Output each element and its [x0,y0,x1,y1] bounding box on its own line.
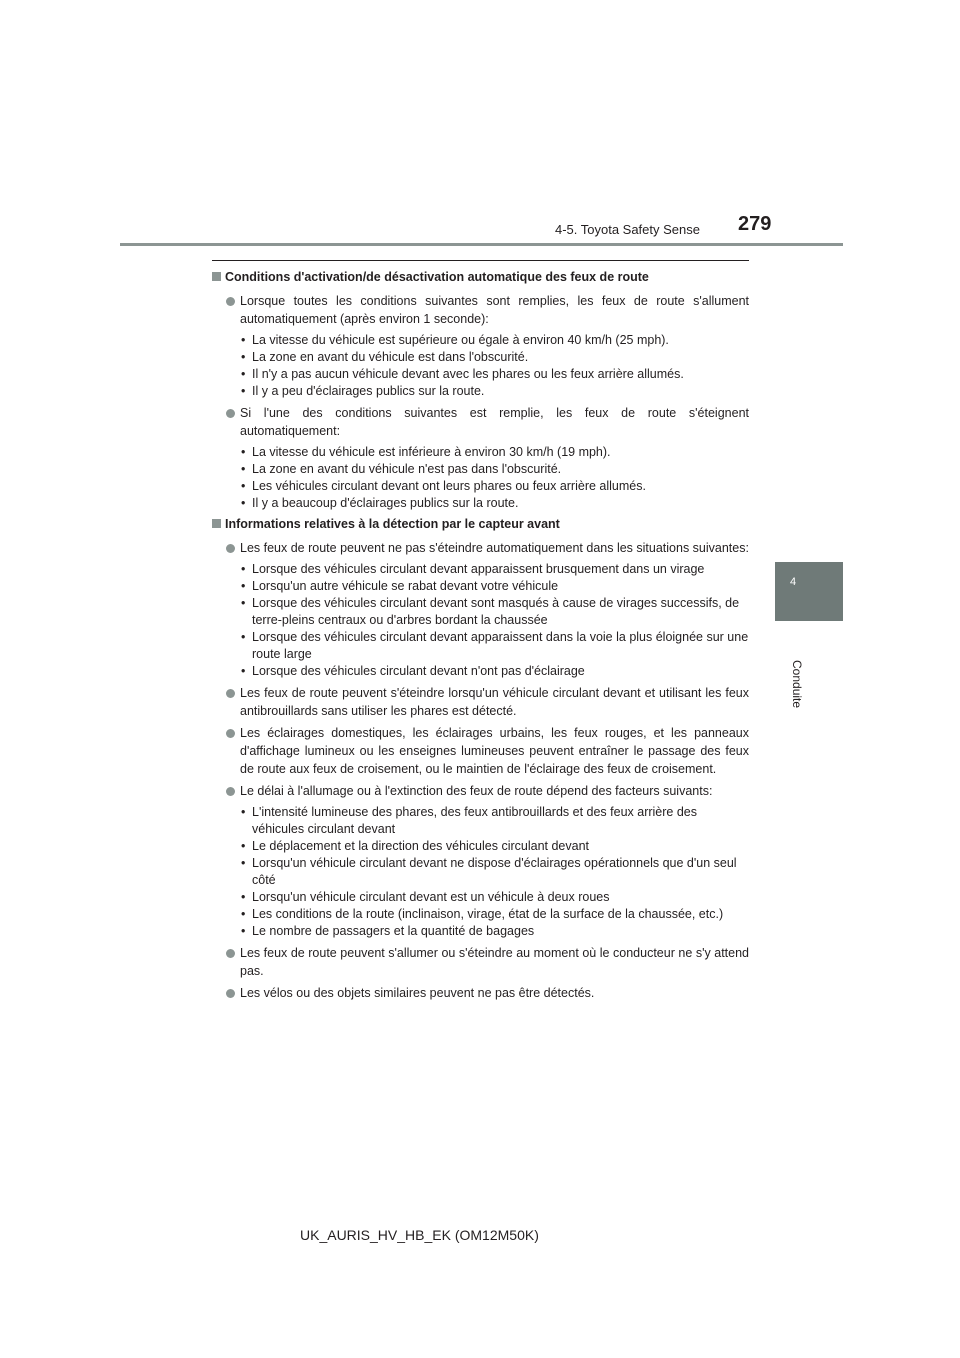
sub-item-text: Il y a peu d'éclairages publics sur la route. [252,384,485,398]
sub-item [212,366,749,383]
dot-marker-icon: • [241,924,246,938]
sub-item [212,495,749,512]
dot-marker-icon: • [241,907,246,921]
sub-item-text: Lorsque des véhicules circulant devant apparaissent dans la voie la plus éloignée sur une route large [252,630,749,661]
dot-marker-icon: • [241,856,246,870]
section-heading [212,516,749,533]
bullet-text: Les éclairages domestiques, les éclairages urbains, les feux rouges, et les panneaux d'affichage lumineux ou les enseignes lumineuses peuvent entraîner le passage des feux de route aux feux de croisement, ou le maintien de l'éclairage des feux de croisement. [240,726,749,776]
sub-item [212,838,749,855]
sub-item-text: L'intensité lumineuse des phares, des feux antibrouillards et des feux arrière des véhicules circulant devant [252,805,698,836]
round-bullet-icon [226,544,235,553]
sub-item-text: Lorsque des véhicules circulant devant n'ont pas d'éclairage [252,664,585,678]
dot-marker-icon: • [241,462,246,476]
sub-item [212,804,749,838]
sub-item [212,561,749,578]
round-bullet-icon [226,729,235,738]
chapter-tab [775,562,843,621]
bullet-text: Le délai à l'allumage ou à l'extinction des feux de route dépend des facteurs suivants: [240,784,713,798]
sub-item-list [212,561,749,680]
bullet-paragraph [212,539,749,557]
section-heading [212,269,749,286]
dot-marker-icon: • [241,367,246,381]
bullet-paragraph [212,404,749,440]
dot-marker-icon: • [241,890,246,904]
sub-item [212,923,749,940]
page-number: 279 [738,213,772,235]
sub-item-text: La vitesse du véhicule est inférieure à environ 30 km/h (19 mph). [252,445,611,459]
sub-item [212,444,749,461]
sub-item-text: Les véhicules circulant devant ont leurs phares ou feux arrière allumés. [252,479,646,493]
bullet-text: Les vélos ou des objets similaires peuvent ne pas être détectés. [240,986,595,1000]
sub-item [212,478,749,495]
sub-item-text: Il n'y a pas aucun véhicule devant avec les phares ou les feux arrière allumés. [252,367,684,381]
bullet-text: Les feux de route peuvent s'éteindre lorsqu'un véhicule circulant devant et utilisant les feux antibrouillards sans utiliser les phares est détecté. [240,686,749,718]
square-bullet-icon [212,519,221,528]
round-bullet-icon [226,297,235,306]
sub-item-list [212,332,749,400]
sub-item-text: La vitesse du véhicule est supérieure ou égale à environ 40 km/h (25 mph). [252,333,669,347]
dot-marker-icon: • [241,350,246,364]
sub-item [212,889,749,906]
sub-item-text: Les conditions de la route (inclinaison, virage, état de la surface de la chaussée, etc.) [252,907,724,921]
sub-item-text: Lorsqu'un autre véhicule se rabat devant votre véhicule [252,579,559,593]
main-content [212,260,749,1006]
bullet-text: Lorsque toutes les conditions suivantes sont remplies, les feux de route s'allument automatiquement (après environ 1 seconde): [240,294,749,326]
sub-item-text: Le nombre de passagers et la quantité de bagages [252,924,535,938]
section [212,516,749,1002]
bullet-paragraph [212,984,749,1002]
bullet-paragraph [212,684,749,720]
bullet-text: Si l'une des conditions suivantes est remplie, les feux de route s'éteignent automatiquement: [240,406,749,438]
round-bullet-icon [226,787,235,796]
sub-item [212,383,749,400]
sub-item-text: Lorsque des véhicules circulant devant sont masqués à cause de virages successifs, de terre-pleins centraux ou d'arbres bordant la chaussée [252,596,740,627]
sub-item-list [212,804,749,940]
round-bullet-icon [226,989,235,998]
dot-marker-icon: • [241,805,246,819]
sub-item-text: Il y a beaucoup d'éclairages publics sur la route. [252,496,519,510]
square-bullet-icon [212,272,221,281]
dot-marker-icon: • [241,562,246,576]
sub-item [212,906,749,923]
bullet-paragraph [212,782,749,800]
header-divider [120,243,843,246]
sub-item [212,461,749,478]
chapter-tab-number: 4 [790,576,797,588]
sub-item [212,663,749,680]
bullet-text: Les feux de route peuvent ne pas s'éteindre automatiquement dans les situations suivantes: [240,541,749,555]
footer-manual-code: UK_AURIS_HV_HB_EK (OM12M50K) [300,1227,539,1243]
sub-item-text: Lorsqu'un véhicule circulant devant est un véhicule à deux roues [252,890,610,904]
sub-item-list [212,444,749,512]
sub-item [212,349,749,366]
dot-marker-icon: • [241,664,246,678]
sub-item [212,595,749,629]
dot-marker-icon: • [241,384,246,398]
sub-item-text: Lorsqu'un véhicule circulant devant ne dispose d'éclairages opérationnels que d'un seul côté [252,856,737,887]
bullet-paragraph [212,944,749,980]
chapter-tab-label: Conduite [790,660,804,709]
dot-marker-icon: • [241,596,246,610]
header-section-title: 4-5. Toyota Safety Sense [554,222,700,237]
sub-item-text: Le déplacement et la direction des véhicules circulant devant [252,839,590,853]
bullet-paragraph [212,724,749,778]
dot-marker-icon: • [241,445,246,459]
dot-marker-icon: • [241,496,246,510]
round-bullet-icon [226,409,235,418]
dot-marker-icon: • [241,333,246,347]
sub-item [212,629,749,663]
dot-marker-icon: • [241,839,246,853]
sub-item [212,855,749,889]
dot-marker-icon: • [241,630,246,644]
sub-item-text: La zone en avant du véhicule n'est pas dans l'obscurité. [252,462,562,476]
bullet-paragraph [212,292,749,328]
sub-item [212,578,749,595]
round-bullet-icon [226,949,235,958]
sub-item [212,332,749,349]
section [212,269,749,512]
section-heading-text: Conditions d'activation/de désactivation automatique des feux de route [225,270,649,284]
round-bullet-icon [226,689,235,698]
sub-item-text: Lorsque des véhicules circulant devant apparaissent brusquement dans un virage [252,562,705,576]
sub-item-text: La zone en avant du véhicule est dans l'obscurité. [252,350,529,364]
bullet-text: Les feux de route peuvent s'allumer ou s'éteindre au moment où le conducteur ne s'y attend pas. [240,946,749,978]
section-heading-text: Informations relatives à la détection par le capteur avant [225,517,560,531]
dot-marker-icon: • [241,579,246,593]
dot-marker-icon: • [241,479,246,493]
